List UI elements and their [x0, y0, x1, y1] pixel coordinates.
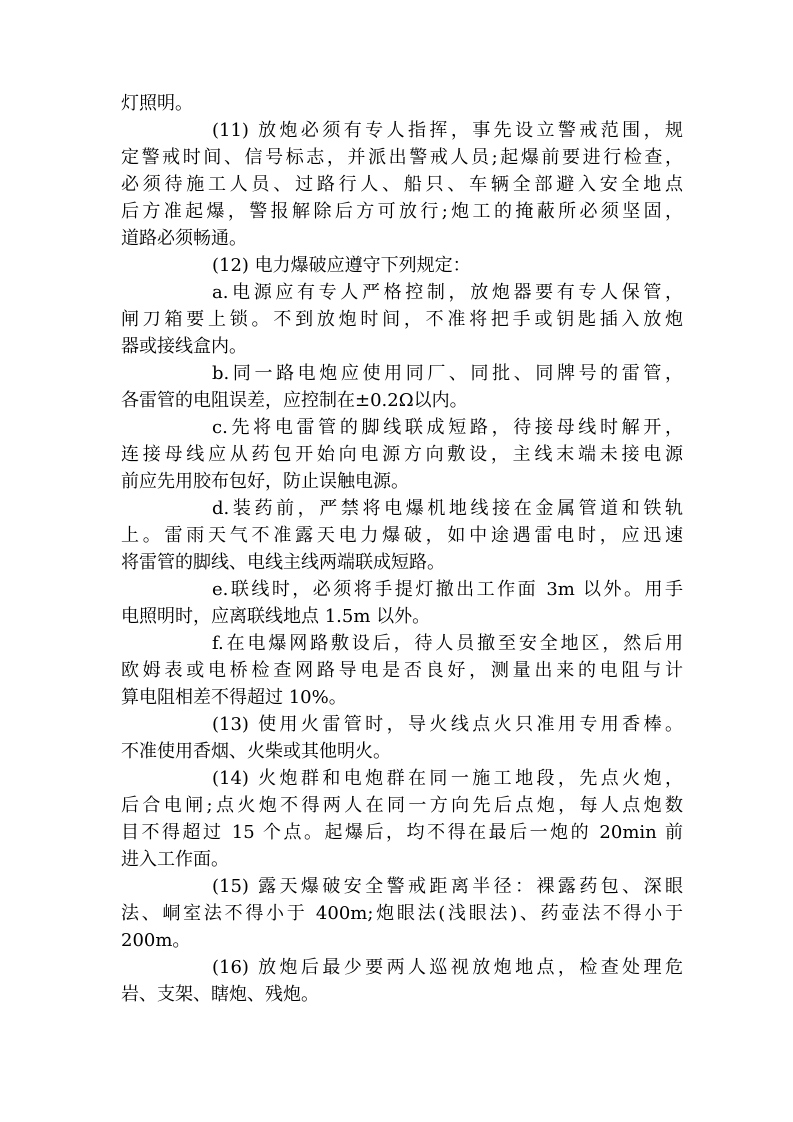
paragraph: [121, 252, 683, 279]
text-line: 岩、支架、瞎炮、残炮。: [121, 984, 319, 1005]
text-line: (12) 电力爆破应遵守下列规定：: [212, 255, 471, 276]
text-line: 将雷管的脚线、电线主线两端联成短路。: [121, 552, 445, 573]
text-line: d.装药前，严禁将电爆机地线接在金属管道和铁轨: [212, 498, 683, 519]
text-line: 电照明时，应离联线地点 1.5m 以外。: [121, 606, 431, 627]
paragraph: [121, 495, 683, 576]
text-line: f.在电爆网路敷设后，待人员撤至安全地区，然后用: [212, 633, 683, 654]
paragraph: [121, 765, 683, 873]
text-line: c.先将电雷管的脚线联成短路，待接母线时解开，: [212, 417, 683, 438]
paragraph: [121, 630, 683, 711]
text-line: (15) 露天爆破安全警戒距离半径：裸露药包、深眼: [212, 876, 683, 897]
text-line: 前应先用胶布包好，防止误触电源。: [121, 471, 409, 492]
text-line: 道路必须畅通。: [121, 228, 247, 249]
document-body: [121, 90, 683, 1008]
text-line: 各雷管的电阻误差，应控制在±0.2Ω以内。: [121, 390, 468, 411]
text-line: 定警戒时间、信号标志，并派出警戒人员;起爆前要进行检查，: [121, 147, 683, 168]
paragraph: [121, 279, 683, 360]
text-line: 闸刀箱要上锁。不到放炮时间，不准将把手或钥匙插入放炮: [121, 309, 683, 330]
text-line: (11) 放炮必须有专人指挥，事先设立警戒范围，规: [212, 120, 683, 141]
text-line: 连接母线应从药包开始向电源方向敷设，主线末端未接电源: [121, 444, 683, 465]
paragraph: [121, 360, 683, 414]
paragraph: [121, 576, 683, 630]
text-line: 不准使用香烟、火柴或其他明火。: [121, 741, 391, 762]
text-line: (14) 火炮群和电炮群在同一施工地段，先点火炮，: [212, 768, 683, 789]
paragraph: [121, 90, 683, 117]
text-line: 上。雷雨天气不准露天电力爆破，如中途遇雷电时，应迅速: [121, 525, 683, 546]
text-line: e.联线时，必须将手提灯撤出工作面 3m 以外。用手: [212, 579, 683, 600]
text-line: 欧姆表或电桥检查网路导电是否良好，测量出来的电阻与计: [121, 660, 683, 681]
text-line: a.电源应有专人严格控制，放炮器要有专人保管，: [212, 282, 683, 303]
paragraph: [121, 711, 683, 765]
text-line: 器或接线盒内。: [121, 336, 247, 357]
paragraph: [121, 873, 683, 954]
text-line: 进入工作面。: [121, 849, 229, 870]
paragraph: [121, 414, 683, 495]
text-line: 灯照明。: [121, 93, 193, 114]
text-line: b.同一路电炮应使用同厂、同批、同牌号的雷管，: [212, 363, 683, 384]
text-line: 法、峒室法不得小于 400m;炮眼法(浅眼法)、药壶法不得小于: [121, 903, 683, 924]
text-line: (13) 使用火雷管时，导火线点火只准用专用香棒。: [212, 714, 683, 735]
text-line: 后合电闸;点火炮不得两人在同一方向先后点炮，每人点炮数: [121, 795, 683, 816]
text-line: (16) 放炮后最少要两人巡视放炮地点，检查处理危: [212, 957, 683, 978]
paragraph: [121, 117, 683, 252]
text-line: 必须待施工人员、过路行人、船只、车辆全部避入安全地点: [121, 174, 683, 195]
text-line: 200m。: [121, 930, 191, 951]
text-line: 算电阻相差不得超过 10%。: [121, 687, 347, 708]
paragraph: [121, 954, 683, 1008]
text-line: 后方准起爆，警报解除后方可放行;炮工的掩蔽所必须坚固，: [121, 201, 683, 222]
text-line: 目不得超过 15 个点。起爆后，均不得在最后一炮的 20min 前: [121, 822, 683, 843]
